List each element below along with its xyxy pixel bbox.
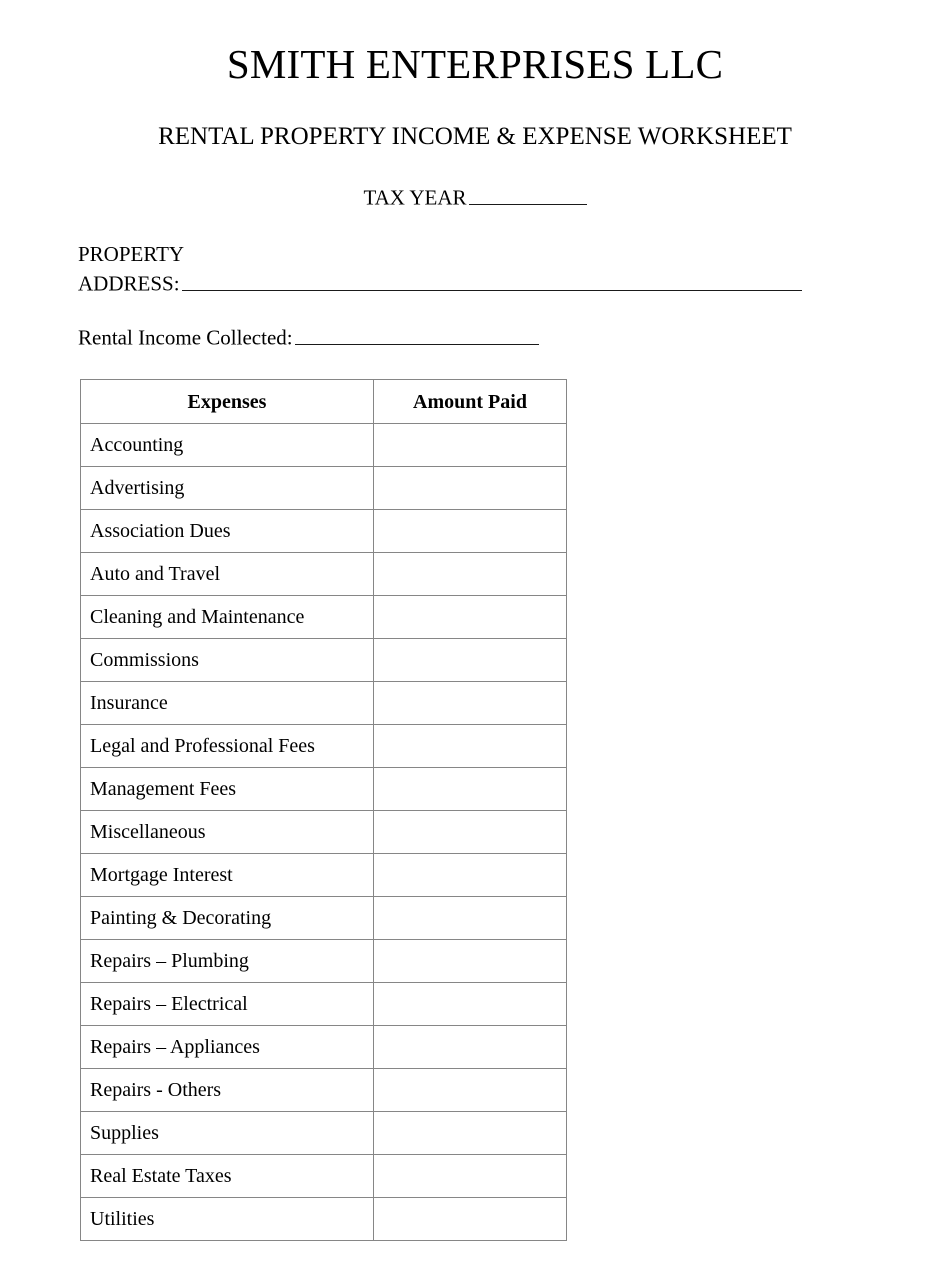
expense-name-cell: Accounting	[81, 424, 374, 467]
table-row	[81, 1198, 567, 1241]
amount-paid-cell[interactable]	[374, 424, 567, 467]
column-header-amount-paid: Amount Paid	[374, 380, 567, 424]
expense-table	[80, 379, 567, 1241]
amount-paid-cell[interactable]	[374, 897, 567, 940]
expense-name-cell: Painting & Decorating	[81, 897, 374, 940]
amount-paid-cell[interactable]	[374, 940, 567, 983]
rental-income-row	[78, 323, 539, 353]
expense-name-cell: Mortgage Interest	[81, 854, 374, 897]
table-row	[81, 1069, 567, 1112]
tax-year-label: TAX YEAR	[363, 185, 467, 210]
expense-name-cell: Miscellaneous	[81, 811, 374, 854]
property-address-label-line-2: ADDRESS:	[78, 271, 180, 296]
expense-name-cell: Repairs – Electrical	[81, 983, 374, 1026]
table-row	[81, 1112, 567, 1155]
table-row	[81, 1155, 567, 1198]
amount-paid-cell[interactable]	[374, 639, 567, 682]
table-row	[81, 424, 567, 467]
rental-income-input[interactable]	[295, 323, 539, 345]
amount-paid-cell[interactable]	[374, 1155, 567, 1198]
amount-paid-cell[interactable]	[374, 510, 567, 553]
table-row	[81, 768, 567, 811]
table-row	[81, 725, 567, 768]
expense-name-cell: Association Dues	[81, 510, 374, 553]
amount-paid-cell[interactable]	[374, 1069, 567, 1112]
document-subtitle: RENTAL PROPERTY INCOME & EXPENSE WORKSHEET	[158, 123, 792, 150]
expense-name-cell: Commissions	[81, 639, 374, 682]
table-header-row	[81, 380, 567, 424]
expense-name-cell: Real Estate Taxes	[81, 1155, 374, 1198]
expense-name-cell: Legal and Professional Fees	[81, 725, 374, 768]
expense-name-cell: Insurance	[81, 682, 374, 725]
table-row	[81, 940, 567, 983]
amount-paid-cell[interactable]	[374, 725, 567, 768]
property-address-label-line-2-row	[78, 269, 878, 299]
expense-table-head	[81, 380, 567, 424]
column-header-expenses: Expenses	[81, 380, 374, 424]
table-row	[81, 467, 567, 510]
expense-name-cell: Repairs - Others	[81, 1069, 374, 1112]
amount-paid-cell[interactable]	[374, 1112, 567, 1155]
amount-paid-cell[interactable]	[374, 553, 567, 596]
amount-paid-cell[interactable]	[374, 811, 567, 854]
tax-year-input[interactable]	[469, 183, 587, 205]
amount-paid-cell[interactable]	[374, 1026, 567, 1069]
expense-name-cell: Auto and Travel	[81, 553, 374, 596]
amount-paid-cell[interactable]	[374, 1198, 567, 1241]
property-address-input[interactable]	[182, 269, 802, 291]
expense-name-cell: Advertising	[81, 467, 374, 510]
table-row	[81, 596, 567, 639]
expense-name-cell: Management Fees	[81, 768, 374, 811]
expense-name-cell: Utilities	[81, 1198, 374, 1241]
table-row	[81, 854, 567, 897]
company-title: SMITH ENTERPRISES LLC	[226, 41, 724, 87]
property-address-block	[78, 240, 878, 299]
table-row	[81, 682, 567, 725]
expense-name-cell: Supplies	[81, 1112, 374, 1155]
expense-name-cell: Cleaning and Maintenance	[81, 596, 374, 639]
table-row	[81, 1026, 567, 1069]
property-address-label-line-1: PROPERTY	[78, 242, 185, 266]
tax-year-row	[0, 183, 950, 209]
table-row	[81, 510, 567, 553]
amount-paid-cell[interactable]	[374, 983, 567, 1026]
amount-paid-cell[interactable]	[374, 854, 567, 897]
expense-table-body	[81, 424, 567, 1241]
amount-paid-cell[interactable]	[374, 768, 567, 811]
table-row	[81, 897, 567, 940]
amount-paid-cell[interactable]	[374, 596, 567, 639]
amount-paid-cell[interactable]	[374, 467, 567, 510]
expense-name-cell: Repairs – Plumbing	[81, 940, 374, 983]
expense-name-cell: Repairs – Appliances	[81, 1026, 374, 1069]
table-row	[81, 983, 567, 1026]
amount-paid-cell[interactable]	[374, 682, 567, 725]
rental-income-label: Rental Income Collected:	[78, 325, 293, 350]
table-row	[81, 553, 567, 596]
table-row	[81, 811, 567, 854]
table-row	[81, 639, 567, 682]
